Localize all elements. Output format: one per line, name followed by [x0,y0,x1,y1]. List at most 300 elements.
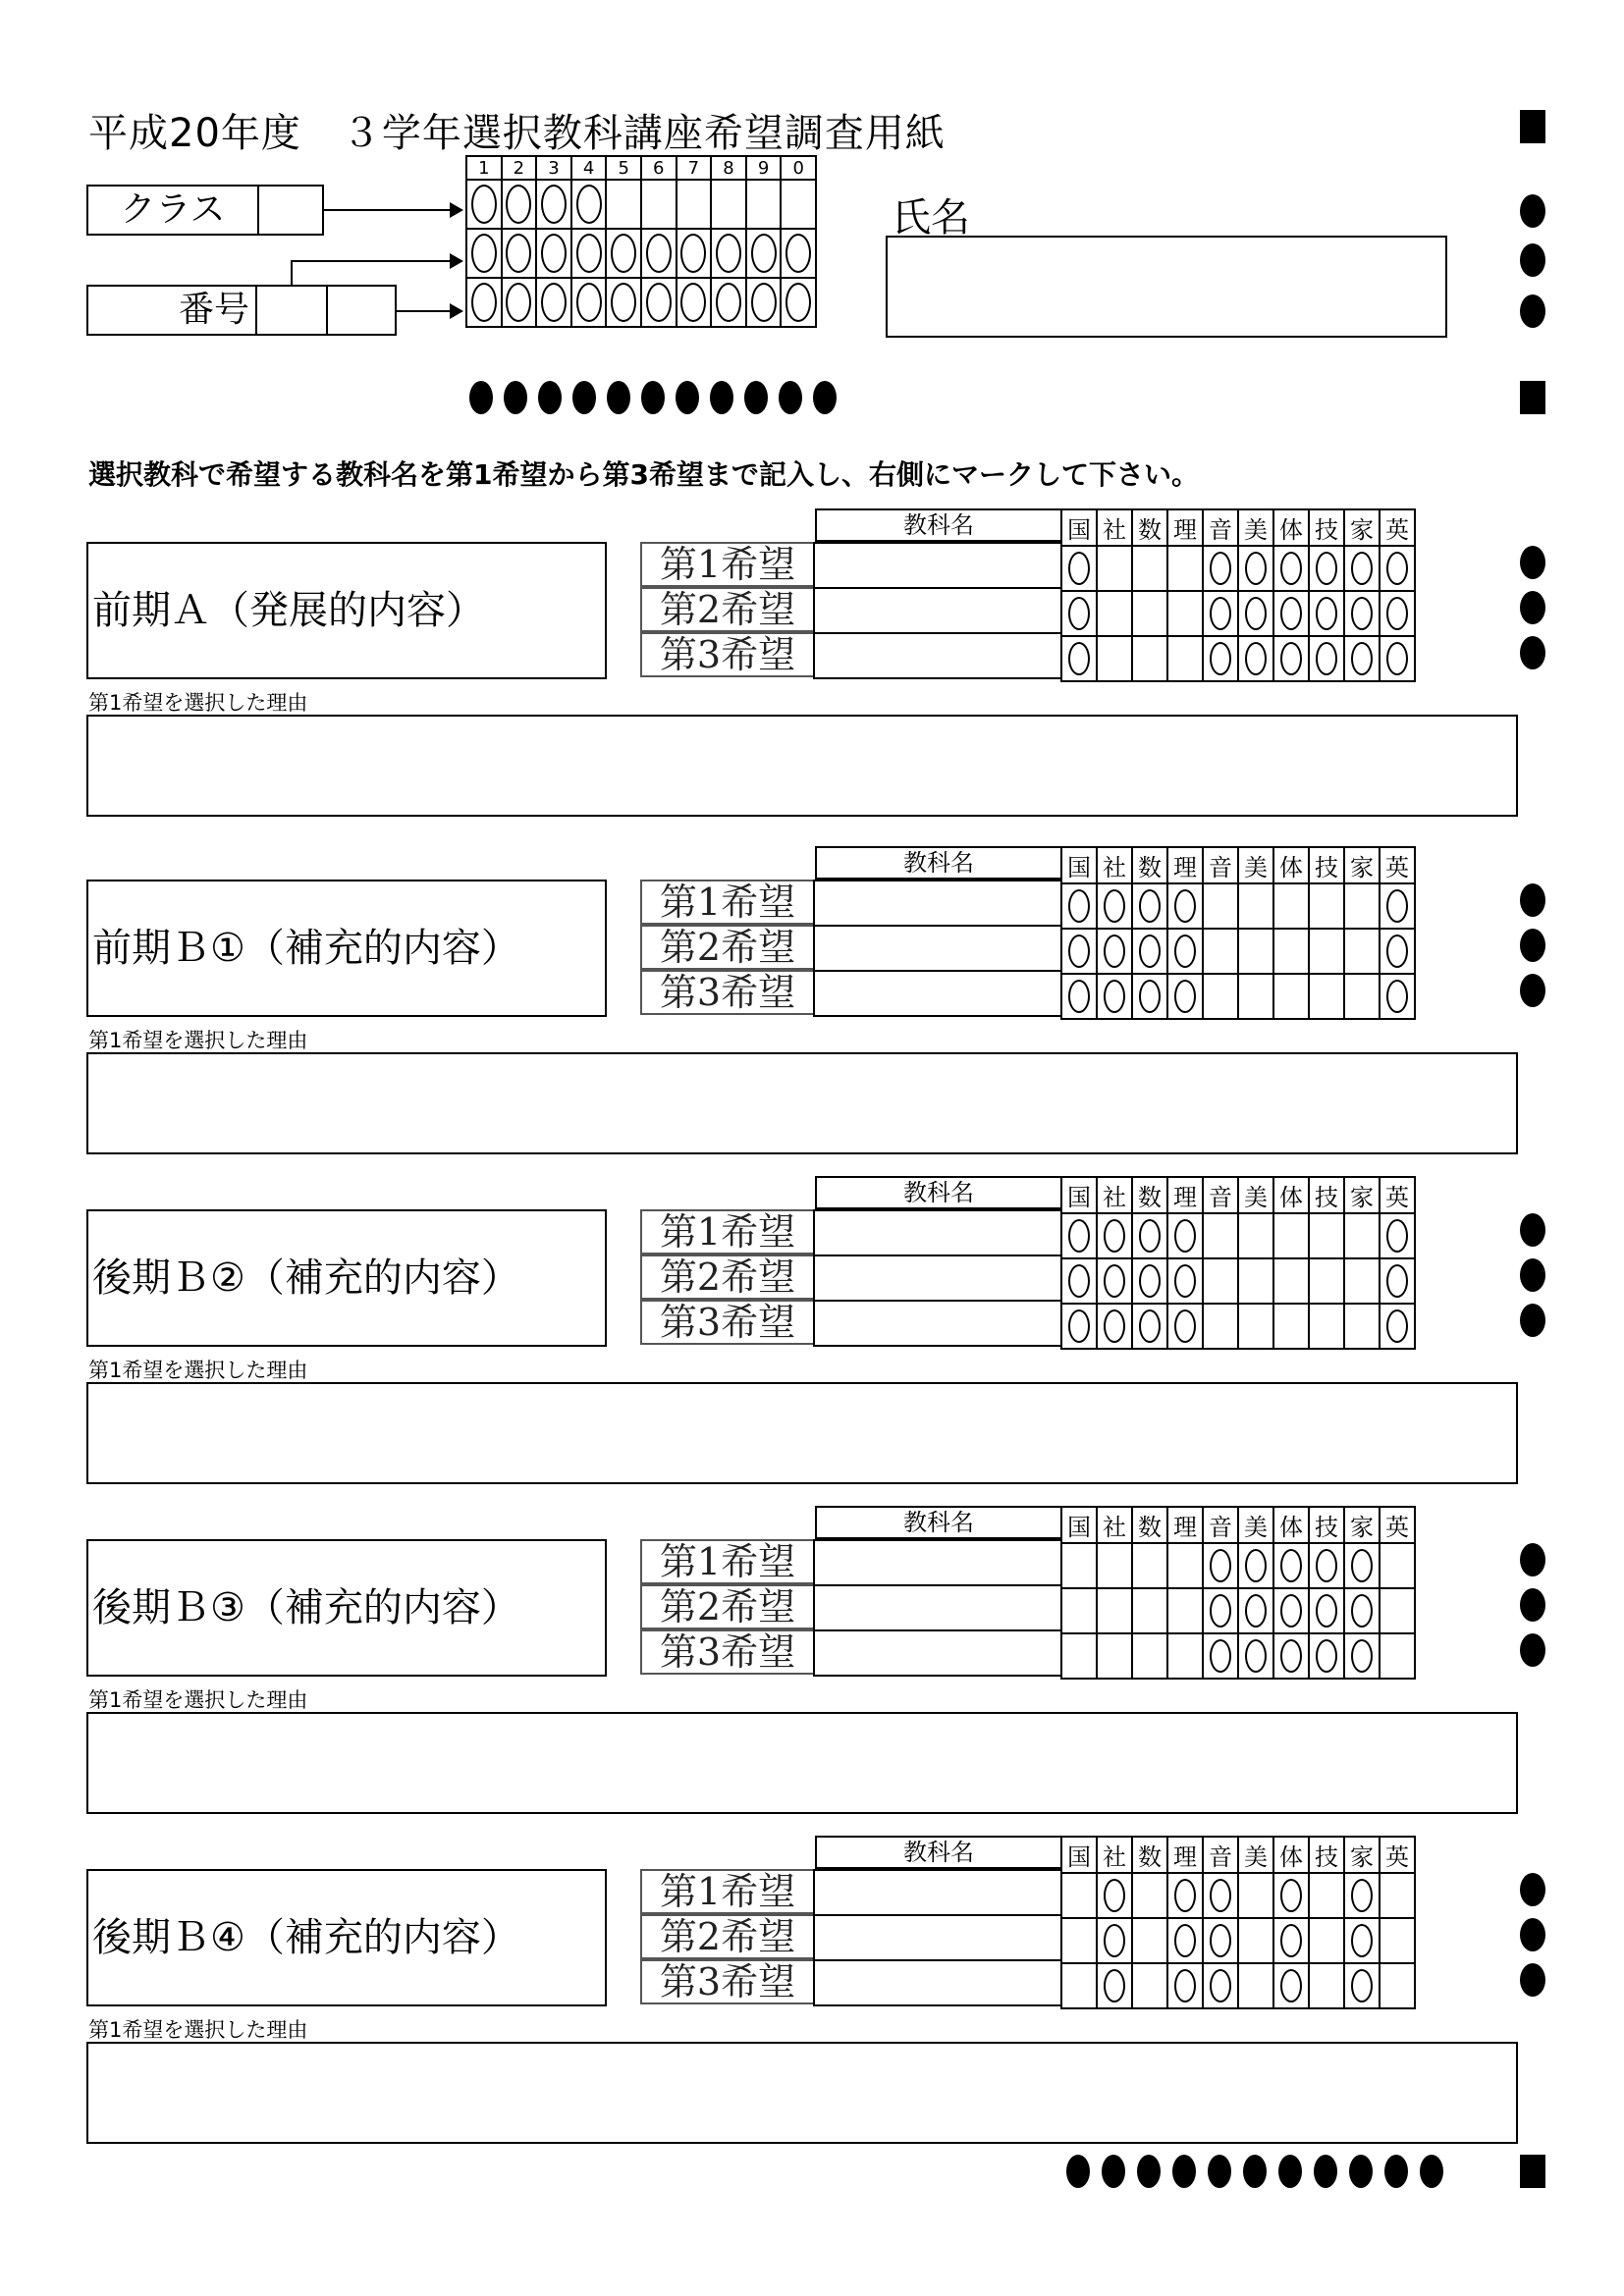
subject-cell[interactable] [1061,546,1097,591]
timing-mark [1520,1258,1545,1292]
mark-oval[interactable] [1386,980,1408,1013]
subject-cell [1167,546,1203,591]
subject-cell[interactable] [1273,1918,1309,1963]
subject-cell[interactable] [1132,1304,1167,1349]
subject-cell[interactable] [1238,1543,1273,1588]
digit-mark-grid [465,155,817,328]
subject-cell[interactable] [1203,1873,1238,1918]
subject-cell[interactable] [1203,1633,1238,1679]
mark-oval[interactable] [1068,1219,1090,1253]
digit-cell[interactable] [536,278,571,327]
digit-header: 7 [677,156,712,180]
subject-cell[interactable] [1309,1633,1344,1679]
subject-cell[interactable] [1238,591,1273,636]
digit-cell[interactable] [571,229,607,278]
digit-cell[interactable] [502,229,537,278]
mark-oval[interactable] [1104,1309,1125,1343]
subject-cell[interactable] [1167,1258,1203,1304]
mark-oval[interactable] [1351,597,1373,630]
subject-cell[interactable] [1061,1213,1097,1258]
subject-name-input[interactable] [813,970,1062,1017]
subject-cell [1097,1588,1132,1633]
mark-oval[interactable] [1210,1969,1231,2002]
mark-oval[interactable] [506,185,531,224]
mark-oval[interactable] [1245,552,1267,585]
subject-cell[interactable] [1061,636,1097,681]
mark-oval[interactable] [1351,642,1373,675]
mark-oval[interactable] [785,283,811,322]
mark-oval[interactable] [1068,1264,1090,1298]
subject-header: 美 [1238,847,1273,883]
mark-oval[interactable] [1316,597,1337,630]
class-field[interactable] [86,185,324,236]
subject-cell[interactable] [1097,1258,1132,1304]
digit-cell[interactable] [466,229,502,278]
subject-cell[interactable] [1132,929,1167,974]
subject-cell [1238,1873,1273,1918]
subject-cell[interactable] [1097,1304,1132,1349]
subject-cell[interactable] [1273,1588,1309,1633]
subject-cell[interactable] [1273,546,1309,591]
mark-oval[interactable] [1104,1264,1125,1298]
mark-oval[interactable] [1068,1309,1090,1343]
subject-header: 国 [1061,1837,1097,1873]
mark-oval[interactable] [1068,552,1090,585]
subject-cell[interactable] [1344,546,1380,591]
mark-oval[interactable] [1174,980,1196,1013]
mark-oval[interactable] [611,234,636,273]
subject-cell[interactable] [1097,929,1132,974]
mark-oval[interactable] [576,185,602,224]
mark-oval[interactable] [751,234,777,273]
subject-mark-grid [1060,1836,1416,2009]
subject-cell[interactable] [1167,1963,1203,2008]
subject-name-input[interactable] [813,632,1062,679]
section-label: 後期Ｂ②（補充的内容） [86,1209,607,1347]
subject-cell[interactable] [1309,546,1344,591]
subject-cell [1167,1633,1203,1679]
mark-oval[interactable] [1316,1549,1337,1582]
name-input[interactable] [886,236,1447,338]
subject-header: 社 [1097,847,1132,883]
subject-cell[interactable] [1061,929,1097,974]
subject-cell[interactable] [1203,1963,1238,2008]
digit-cell[interactable] [677,278,712,327]
subject-cell[interactable] [1309,1588,1344,1633]
mark-oval[interactable] [1386,642,1408,675]
subject-cell[interactable] [1380,883,1415,929]
mark-oval[interactable] [1316,642,1337,675]
digit-cell[interactable] [466,278,502,327]
mark-oval[interactable] [1068,934,1090,968]
digit-cell[interactable] [641,229,677,278]
mark-oval[interactable] [716,234,741,273]
mark-oval[interactable] [1104,980,1125,1013]
subject-cell [1309,1213,1344,1258]
digit-cell[interactable] [606,278,641,327]
mark-oval[interactable] [1139,1264,1161,1298]
timing-mark [1243,2155,1267,2188]
timing-mark [1520,636,1545,669]
mark-oval[interactable] [646,283,672,322]
digit-cell[interactable] [571,278,607,327]
mark-oval[interactable] [1104,889,1125,923]
mark-oval[interactable] [1210,1924,1231,1957]
subject-cell[interactable] [1167,883,1203,929]
subject-cell[interactable] [1309,591,1344,636]
subject-name-input[interactable] [813,925,1062,972]
mark-oval[interactable] [506,283,531,322]
digit-cell[interactable] [536,180,571,229]
subject-cell[interactable] [1203,1543,1238,1588]
mark-oval[interactable] [611,283,636,322]
subject-mark-grid [1060,508,1416,682]
mark-oval[interactable] [1386,934,1408,968]
subject-cell[interactable] [1380,929,1415,974]
subject-cell[interactable] [1273,1633,1309,1679]
mark-oval[interactable] [646,234,672,273]
mark-oval[interactable] [1386,889,1408,923]
mark-oval[interactable] [576,283,602,322]
mark-oval[interactable] [1210,597,1231,630]
subject-cell[interactable] [1380,974,1415,1019]
mark-oval[interactable] [506,234,531,273]
subject-cell[interactable] [1167,1304,1203,1349]
rank-label: 第3希望 [640,1300,815,1345]
rank-label: 第3希望 [640,1629,815,1675]
mark-oval[interactable] [1245,1639,1267,1673]
mark-oval[interactable] [1104,1219,1125,1253]
mark-oval[interactable] [1280,1924,1302,1957]
subject-cell[interactable] [1380,1258,1415,1304]
subject-header: 家 [1344,847,1380,883]
subject-cell[interactable] [1380,1213,1415,1258]
subject-cell [1309,974,1344,1019]
mark-oval[interactable] [1386,552,1408,585]
mark-oval[interactable] [1351,1639,1373,1673]
mark-oval[interactable] [1210,1594,1231,1628]
subject-header: 英 [1380,847,1415,883]
arrow-class [324,209,461,211]
subject-name-input[interactable] [813,1629,1062,1677]
timing-mark [1384,2155,1408,2188]
subject-cell[interactable] [1380,591,1415,636]
subject-name-input[interactable] [813,1255,1062,1302]
timing-mark [1066,2155,1090,2188]
subject-cell[interactable] [1061,1258,1097,1304]
subject-cell[interactable] [1167,1873,1203,1918]
mark-oval[interactable] [1139,1309,1161,1343]
mark-oval[interactable] [1280,1879,1302,1912]
digit-cell[interactable] [711,278,746,327]
subject-cell[interactable] [1167,1918,1203,1963]
digit-header: 1 [466,156,502,180]
mark-oval[interactable] [1174,1924,1196,1957]
mark-oval[interactable] [1351,1969,1373,2002]
mark-oval[interactable] [541,234,567,273]
subject-cell[interactable] [1203,546,1238,591]
section-label: 後期Ｂ③（補充的内容） [86,1539,607,1677]
mark-oval[interactable] [1316,1639,1337,1673]
digit-cell[interactable] [571,180,607,229]
mark-oval[interactable] [1386,1264,1408,1298]
mark-oval[interactable] [680,234,706,273]
section-label: 前期Ｂ①（補充的内容） [86,880,607,1017]
digit-header: 5 [606,156,641,180]
mark-oval[interactable] [1210,1549,1231,1582]
timing-mark [1520,883,1545,917]
subject-cell [1132,1918,1167,1963]
mark-oval[interactable] [785,234,811,273]
subject-cell[interactable] [1097,1963,1132,2008]
mark-oval[interactable] [541,185,567,224]
subject-cell[interactable] [1132,1213,1167,1258]
mark-oval[interactable] [1104,1924,1125,1957]
digit-cell[interactable] [746,229,782,278]
digit-cell[interactable] [606,229,641,278]
subject-cell[interactable] [1380,546,1415,591]
timing-mark [538,381,562,414]
subject-cell[interactable] [1167,974,1203,1019]
mark-oval[interactable] [471,185,497,224]
mark-oval[interactable] [1280,597,1302,630]
mark-oval[interactable] [1386,1309,1408,1343]
mark-oval[interactable] [1351,1879,1373,1912]
subject-cell[interactable] [1273,1963,1309,2008]
digit-cell [711,180,746,229]
subject-header: 数 [1132,1837,1167,1873]
mark-oval[interactable] [1139,1219,1161,1253]
subject-name-input[interactable] [813,1209,1062,1256]
mark-oval[interactable] [1174,1309,1196,1343]
subject-cell[interactable] [1061,1304,1097,1349]
digit-cell[interactable] [502,278,537,327]
mark-oval[interactable] [1174,889,1196,923]
mark-oval[interactable] [1351,1924,1373,1957]
mark-oval[interactable] [471,234,497,273]
mark-oval[interactable] [680,283,706,322]
subject-cell[interactable] [1273,636,1309,681]
digit-header: 8 [711,156,746,180]
timing-mark [1520,381,1545,414]
mark-oval[interactable] [471,283,497,322]
subject-cell [1097,591,1132,636]
mark-oval[interactable] [1068,642,1090,675]
reason-input[interactable] [86,1382,1518,1484]
mark-oval[interactable] [576,234,602,273]
mark-oval[interactable] [1104,1879,1125,1912]
subject-name-header: 教科名 [815,1176,1062,1209]
subject-header: 国 [1061,1507,1097,1543]
subject-cell[interactable] [1344,1588,1380,1633]
digit-cell[interactable] [781,229,816,278]
subject-cell[interactable] [1132,883,1167,929]
digit-cell[interactable] [781,278,816,327]
mark-oval[interactable] [1139,980,1161,1013]
timing-mark [813,381,837,414]
subject-mark-grid [1060,846,1416,1020]
subject-cell[interactable] [1309,1543,1344,1588]
mark-oval[interactable] [1210,642,1231,675]
subject-cell[interactable] [1238,546,1273,591]
subject-cell [1167,636,1203,681]
subject-cell [1061,1918,1097,1963]
subject-name-input[interactable] [813,1869,1062,1916]
mark-oval[interactable] [1280,552,1302,585]
subject-cell[interactable] [1238,636,1273,681]
subject-name-input[interactable] [813,542,1062,589]
digit-cell[interactable] [466,180,502,229]
rank-label: 第1希望 [640,1869,815,1914]
mark-oval[interactable] [1139,889,1161,923]
mark-oval[interactable] [541,283,567,322]
mark-oval[interactable] [1174,1879,1196,1912]
digit-cell[interactable] [502,180,537,229]
subject-cell[interactable] [1061,974,1097,1019]
reason-input[interactable] [86,1712,1518,1814]
subject-cell [1238,929,1273,974]
mark-oval[interactable] [1316,552,1337,585]
mark-oval[interactable] [1280,1594,1302,1628]
mark-oval[interactable] [1351,1549,1373,1582]
timing-mark [1520,1543,1545,1576]
subject-cell [1309,1918,1344,1963]
subject-cell[interactable] [1344,1543,1380,1588]
subject-cell[interactable] [1273,1543,1309,1588]
subject-header: 家 [1344,1837,1380,1873]
mark-oval[interactable] [1316,1594,1337,1628]
subject-cell[interactable] [1097,1213,1132,1258]
subject-cell[interactable] [1344,1633,1380,1679]
mark-oval[interactable] [1386,1219,1408,1253]
subject-cell[interactable] [1132,974,1167,1019]
mark-oval[interactable] [1068,597,1090,630]
subject-cell [1132,1963,1167,2008]
subject-cell[interactable] [1097,974,1132,1019]
subject-cell[interactable] [1309,636,1344,681]
subject-cell[interactable] [1344,591,1380,636]
mark-oval[interactable] [1174,934,1196,968]
subject-cell [1132,1633,1167,1679]
mark-oval[interactable] [1068,889,1090,923]
subject-header: 技 [1309,847,1344,883]
subject-cell[interactable] [1203,1918,1238,1963]
subject-cell[interactable] [1061,591,1097,636]
subject-cell[interactable] [1380,1304,1415,1349]
mark-oval[interactable] [751,283,777,322]
subject-name-input[interactable] [813,1584,1062,1631]
reason-label: 第1希望を選択した理由 [88,2018,308,2042]
subject-cell [1203,883,1238,929]
mark-oval[interactable] [1280,1969,1302,2002]
mark-oval[interactable] [1245,642,1267,675]
mark-oval[interactable] [1068,980,1090,1013]
subject-cell[interactable] [1097,1873,1132,1918]
timing-mark [676,381,699,414]
subject-cell[interactable] [1203,591,1238,636]
subject-cell[interactable] [1061,883,1097,929]
mark-oval[interactable] [1174,1969,1196,2002]
mark-oval[interactable] [1245,1594,1267,1628]
subject-name-input[interactable] [813,1959,1062,2006]
reason-label: 第1希望を選択した理由 [88,691,308,715]
subject-cell[interactable] [1097,883,1132,929]
mark-oval[interactable] [716,283,741,322]
reason-input[interactable] [86,715,1518,817]
mark-oval[interactable] [1351,1594,1373,1628]
timing-mark [1208,2155,1231,2188]
subject-cell[interactable] [1203,1588,1238,1633]
subject-name-input[interactable] [813,587,1062,634]
mark-oval[interactable] [1245,1549,1267,1582]
number-field[interactable] [86,285,397,336]
subject-header: 技 [1309,1507,1344,1543]
reason-input[interactable] [86,1052,1518,1154]
digit-cell[interactable] [746,278,782,327]
mark-oval[interactable] [1174,1219,1196,1253]
digit-cell[interactable] [641,278,677,327]
subject-cell[interactable] [1238,1633,1273,1679]
digit-cell[interactable] [677,229,712,278]
subject-name-input[interactable] [813,1914,1062,1961]
subject-cell [1097,1633,1132,1679]
mark-oval[interactable] [1351,552,1373,585]
mark-oval[interactable] [1280,642,1302,675]
subject-header: 美 [1238,1177,1273,1213]
reason-input[interactable] [86,2042,1518,2144]
mark-oval[interactable] [1104,1969,1125,2002]
mark-oval[interactable] [1174,1264,1196,1298]
subject-header: 家 [1344,509,1380,546]
subject-cell[interactable] [1273,1873,1309,1918]
subject-cell[interactable] [1238,1588,1273,1633]
subject-cell[interactable] [1132,1258,1167,1304]
subject-name-input[interactable] [813,1300,1062,1347]
mark-oval[interactable] [1210,1879,1231,1912]
subject-name-header: 教科名 [815,508,1062,542]
subject-cell [1061,1633,1097,1679]
subject-header: 理 [1167,1507,1203,1543]
subject-cell[interactable] [1344,1963,1380,2008]
digit-cell[interactable] [536,229,571,278]
mark-oval[interactable] [1210,1639,1231,1673]
mark-oval[interactable] [1280,1549,1302,1582]
subject-cell[interactable] [1203,636,1238,681]
mark-oval[interactable] [1386,597,1408,630]
subject-cell[interactable] [1167,1213,1203,1258]
mark-oval[interactable] [1139,934,1161,968]
subject-cell[interactable] [1344,1873,1380,1918]
subject-cell[interactable] [1097,1918,1132,1963]
mark-oval[interactable] [1245,597,1267,630]
subject-cell[interactable] [1167,929,1203,974]
rank-label: 第3希望 [640,1959,815,2004]
mark-oval[interactable] [1210,552,1231,585]
subject-cell [1061,1543,1097,1588]
subject-cell[interactable] [1380,636,1415,681]
mark-oval[interactable] [1104,934,1125,968]
mark-oval[interactable] [1280,1639,1302,1673]
subject-name-input[interactable] [813,1539,1062,1586]
subject-name-input[interactable] [813,880,1062,927]
number-label: 番号 [88,287,257,334]
subject-cell[interactable] [1344,636,1380,681]
digit-cell[interactable] [711,229,746,278]
subject-cell[interactable] [1344,1918,1380,1963]
subject-cell [1097,636,1132,681]
subject-cell[interactable] [1273,591,1309,636]
rank-label: 第2希望 [640,925,815,970]
